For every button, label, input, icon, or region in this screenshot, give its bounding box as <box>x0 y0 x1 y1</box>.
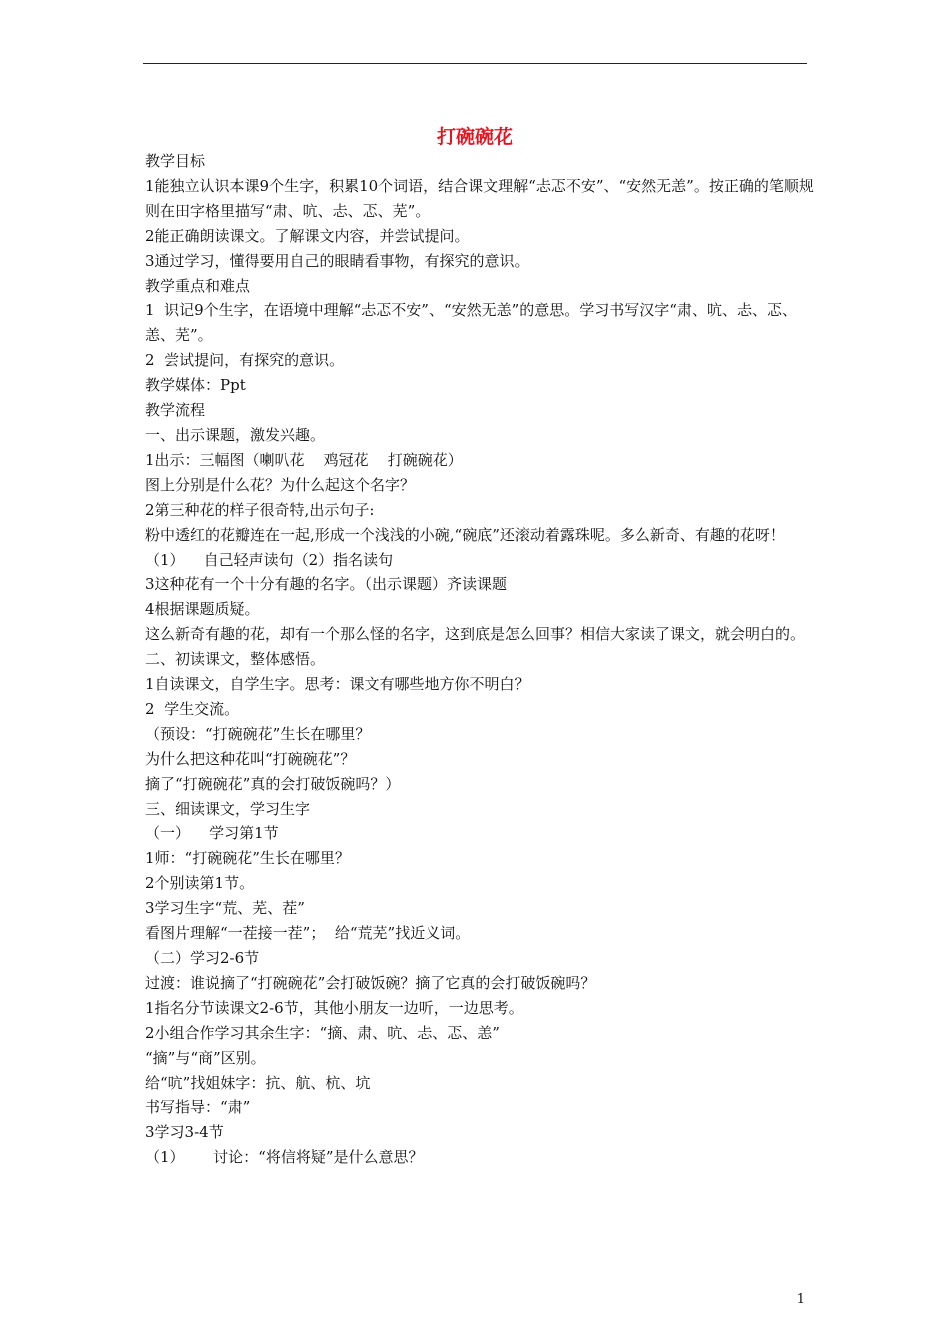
paragraph: 给“吭”找姐妹字：抗、航、杭、坑 <box>145 1073 371 1092</box>
paragraph: 这么新奇有趣的花，却有一个那么怪的名字，这到底是怎么回事？相信大家读了课文，就会明白的。 <box>145 625 806 644</box>
paragraph: 1指名分节读课文2-6节，其他小朋友一边听，一边思考。 <box>145 998 524 1017</box>
paragraph: 3学习生字“荒、芜、茬” <box>145 899 305 918</box>
paragraph: 教学媒体：Ppt <box>145 376 246 395</box>
page-number: 1 <box>796 1292 805 1307</box>
paragraph: （一） 学习第1节 <box>145 824 279 843</box>
paragraph: 三、细读课文，学习生字 <box>145 799 311 818</box>
paragraph: 图上分别是什么花？为什么起这个名字？ <box>145 475 416 494</box>
paragraph: 2 尝试提问，有探究的意识。 <box>145 351 345 370</box>
paragraph: 1 识记9个生字，在语境中理解“忐忑不安”、“安然无恙”的意思。学习书写汉字“肃、吭、忐、忑、恙、芜”。 <box>145 301 797 345</box>
paragraph: 过渡：谁说摘了“打碗碗花”会打破饭碗？摘了它真的会打破饭碗吗？ <box>145 973 596 992</box>
paragraph: 2能正确朗读课文。了解课文内容，并尝试提问。 <box>145 226 470 245</box>
paragraph: 3学习3-4节 <box>145 1123 224 1142</box>
paragraph: 一、出示课题，激发兴趣。 <box>145 425 326 444</box>
paragraph: 1师：“打碗碗花”生长在哪里？ <box>145 849 350 868</box>
paragraph: 2 学生交流。 <box>145 699 240 718</box>
paragraph: 2第三种花的样子很奇特,出示句子: <box>145 500 375 519</box>
document-body <box>145 149 817 1170</box>
paragraph: 2小组合作学习其余生字：“摘、肃、吭、忐、忑、恙” <box>145 1023 500 1042</box>
paragraph: （预设：“打碗碗花”生长在哪里？ <box>145 724 371 743</box>
document-title: 打碗碗花 <box>436 126 513 148</box>
paragraph: 4根据课题质疑。 <box>145 600 260 619</box>
paragraph: 摘了“打碗碗花”真的会打破饭碗吗？） <box>145 774 401 793</box>
paragraph: 教学流程 <box>145 401 206 420</box>
paragraph: （1） 讨论：“将信将疑”是什么意思？ <box>145 1148 424 1167</box>
paragraph: 书写指导：“肃” <box>145 1098 251 1117</box>
paragraph: 粉中透红的花瓣连在一起,形成一个浅浅的小碗,“碗底”还滚动着露珠呢。多么新奇、有趣的花呀！ <box>145 525 785 544</box>
paragraph: 为什么把这种花叫“打碗碗花”？ <box>145 749 356 768</box>
paragraph: “摘”与“商”区别。 <box>145 1048 266 1067</box>
paragraph: （二）学习2-6节 <box>145 949 260 967</box>
header-rule <box>143 63 807 64</box>
paragraph: 3这种花有一个十分有趣的名字。（出示课题）齐读课题 <box>145 575 508 594</box>
paragraph: 教学重点和难点 <box>145 276 251 295</box>
paragraph: 1能独立认识本课9个生字，积累10个词语，结合课文理解“忐忑不安”、“安然无恙”。按正确的笔顺规则在田字格里描写“肃、吭、忐、忑、芜”。 <box>145 176 814 220</box>
paragraph: 1自读课文，自学生字。思考：课文有哪些地方你不明白？ <box>145 675 530 694</box>
paragraph: （1） 自己轻声读句（2）指名读句 <box>145 550 394 569</box>
paragraph: 2个别读第1节。 <box>145 874 255 893</box>
paragraph: 二、初读课文，整体感悟。 <box>145 650 326 669</box>
paragraph: 3通过学习，懂得要用自己的眼睛看事物，有探究的意识。 <box>145 251 530 270</box>
paragraph: 看图片理解“一茬接一茬”； 给“荒芜”找近义词。 <box>145 924 471 943</box>
paragraph: 1出示：三幅图（喇叭花 鸡冠花 打碗碗花） <box>145 450 463 469</box>
paragraph: 教学目标 <box>145 152 206 170</box>
